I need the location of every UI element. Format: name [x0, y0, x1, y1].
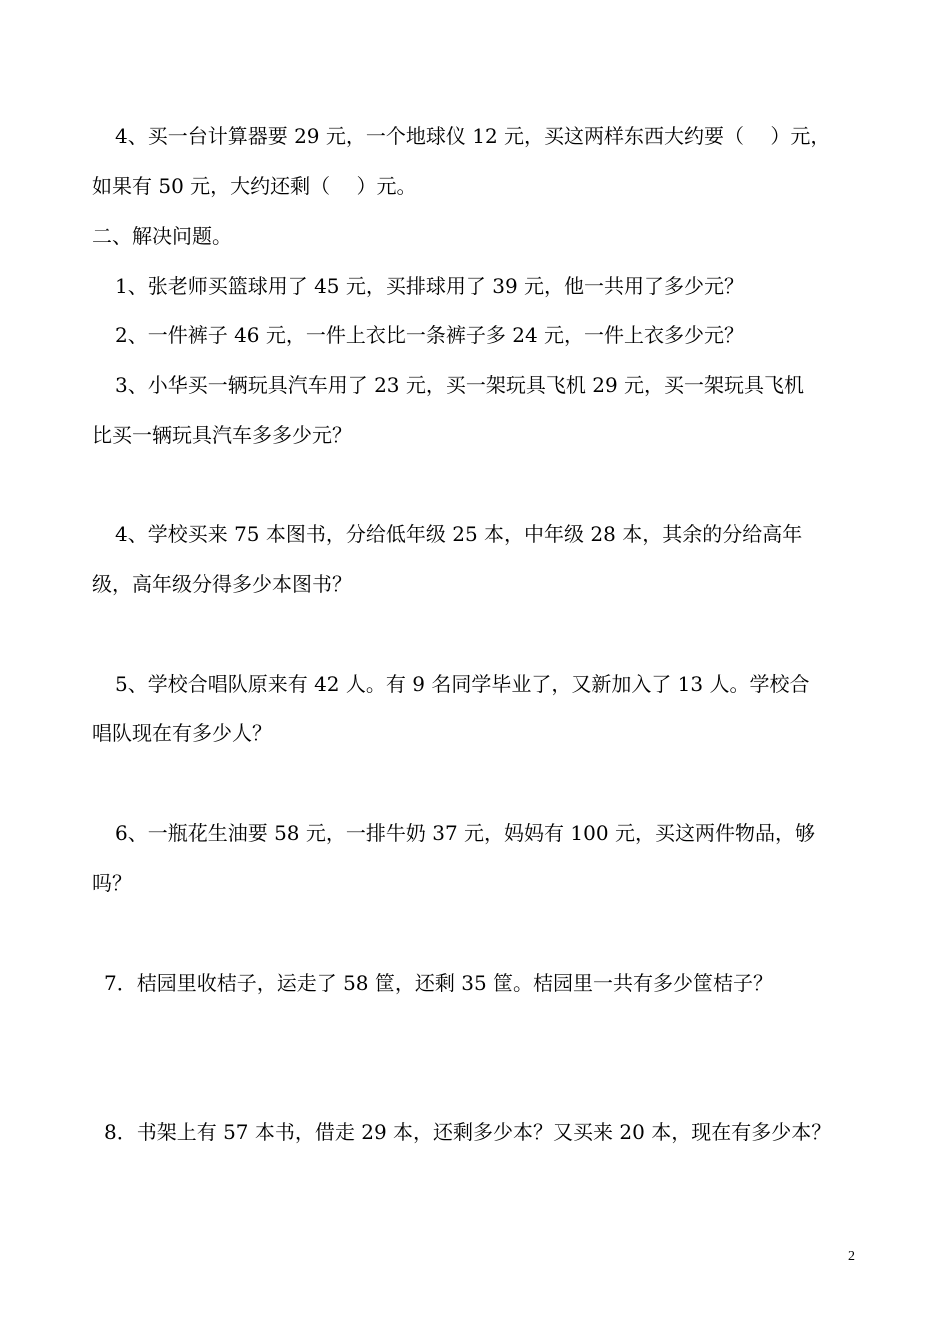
question-4-line-2: 如果有 50 元，大约还剩（ ）元。: [92, 174, 417, 198]
problem-1-line-1: 1、张老师买篮球用了 45 元，买排球用了 39 元，他一共用了多少元？: [115, 274, 745, 298]
problem-5-line-2: 唱队现在有多少人？: [92, 721, 272, 745]
page-number: 2: [848, 1249, 855, 1264]
problem-6-line-1: 6、一瓶花生油要 58 元，一排牛奶 37 元，妈妈有 100 元，买这两件物品，够: [115, 821, 815, 845]
section-heading: 二、解决问题。: [92, 224, 232, 248]
problem-7-line-1: 7．桔园里收桔子，运走了 58 筐，还剩 35 筐。桔园里一共有多少筐桔子？: [104, 971, 774, 995]
problem-6-line-2: 吗？: [92, 871, 132, 895]
problem-3-line-2: 比买一辆玩具汽车多多少元？: [92, 423, 352, 447]
problem-4-line-1: 4、学校买来 75 本图书，分给低年级 25 本，中年级 28 本，其余的分给高年: [115, 522, 803, 546]
problem-5-line-1: 5、学校合唱队原来有 42 人。有 9 名同学毕业了，又新加入了 13 人。学校合: [115, 672, 810, 696]
problem-4-line-2: 级，高年级分得多少本图书？: [92, 572, 352, 596]
problem-2-line-1: 2、一件裤子 46 元，一件上衣比一条裤子多 24 元，一件上衣多少元？: [115, 323, 745, 347]
question-4-line-1: 4、买一台计算器要 29 元，一个地球仪 12 元，买这两样东西大约要（ ）元，: [115, 124, 831, 148]
problem-3-line-1: 3、小华买一辆玩具汽车用了 23 元，买一架玩具飞机 29 元，买一架玩具飞机: [115, 373, 805, 397]
problem-8-line-1: 8．书架上有 57 本书，借走 29 本，还剩多少本？又买来 20 本，现在有多少本？: [104, 1120, 832, 1144]
